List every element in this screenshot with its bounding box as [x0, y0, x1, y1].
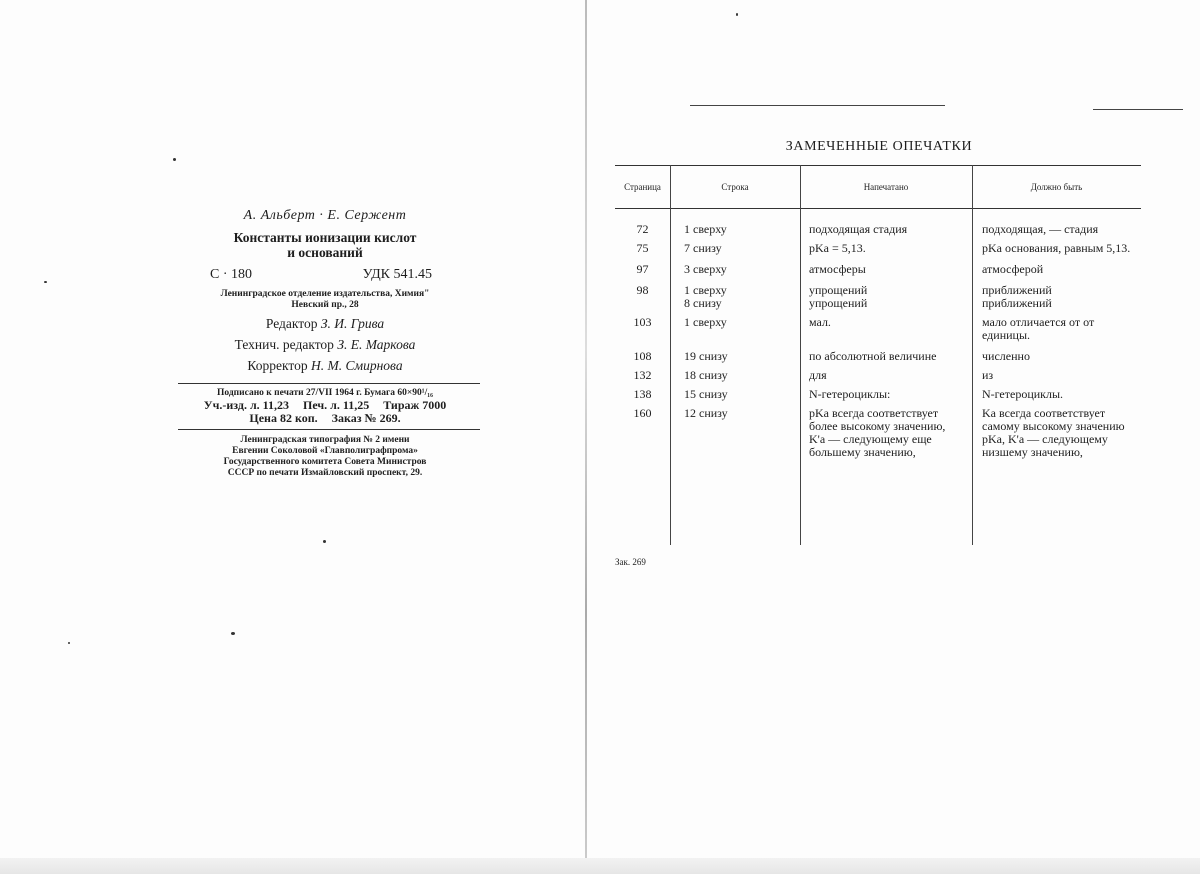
table-row: [615, 223, 1141, 236]
cell-line: 1 сверху: [684, 222, 727, 236]
typography-line: Ленинградская типография № 2 имени: [240, 435, 410, 445]
scan-speck: [68, 642, 70, 644]
typography-line: Евгении Соколовой «Главполиграфпрома»: [232, 446, 418, 456]
errata-title: ЗАМЕЧЕННЫЕ ОПЕЧАТКИ: [785, 139, 973, 154]
imprint-authors: А. Альберт · Е. Сержент: [243, 208, 407, 223]
publisher-address: Невский пр., 28: [291, 300, 359, 310]
cell-printed: по абсолютной величине: [809, 349, 937, 363]
corrector-role: Корректор: [247, 358, 308, 373]
scan-speck: [736, 13, 738, 16]
imprint-corrector: [170, 358, 480, 374]
print-price-order: [170, 412, 480, 425]
cell-line: 7 снизу: [684, 241, 722, 255]
cell-line: 19 снизу: [684, 349, 728, 363]
cell-page: 98: [636, 283, 649, 297]
typography-line: Государственного комитета Совета Министров: [223, 457, 427, 467]
header-correct: Должно быть: [1030, 182, 1083, 192]
cell-printed: мал.: [809, 315, 831, 329]
header-rule: [1093, 109, 1183, 110]
cell-line: 18 снизу: [684, 368, 728, 382]
cell-page: 103: [633, 315, 652, 329]
tech-editor-role: Технич. редактор: [234, 337, 334, 352]
cell-printed: атмосферы: [809, 262, 866, 276]
cell-printed: N-гетероциклы:: [809, 387, 891, 401]
imprint-print-info: [170, 387, 480, 425]
cell-page: 72: [636, 222, 649, 236]
header-line: Строка: [721, 182, 749, 192]
cell-printed: подходящая стадия: [809, 222, 908, 236]
order-footnote: Зак. 269: [615, 557, 646, 567]
cell-line: 1 сверху 8 снизу: [684, 283, 727, 310]
publisher-line: Ленинградское отделение издательства, Химия": [220, 289, 430, 299]
cell-page: 75: [636, 241, 649, 255]
header-printed: Напечатано: [863, 182, 909, 192]
print-signed: Подписано к печати 27/VII 1964 г. Бумага 60×90¹/₁₆: [217, 388, 433, 398]
cell-line: 12 снизу: [684, 406, 728, 420]
table-body: [615, 223, 1141, 459]
scan-speck: [44, 281, 47, 283]
print-sheets: [170, 399, 480, 412]
corrector-name: Н. М. Смирнова: [310, 358, 403, 373]
column-divider: [670, 165, 671, 545]
cell-page: 138: [633, 387, 652, 401]
print-uch: Уч.-изд. л. 11,23: [203, 398, 290, 412]
print-order: Заказ № 269.: [331, 411, 401, 425]
imprint-typography: [170, 435, 480, 479]
cell-page: 132: [633, 368, 652, 382]
scan-speck: [323, 540, 326, 543]
imprint-title: [170, 230, 480, 260]
book-gutter: [585, 0, 587, 874]
cell-printed: для: [809, 368, 827, 382]
cell-correct: мало отличается от от единицы.: [982, 315, 1095, 342]
cell-correct: численно: [982, 349, 1030, 363]
cell-printed: pKa = 5,13.: [809, 241, 866, 255]
column-divider: [972, 165, 973, 545]
header-rule: [690, 105, 945, 106]
scan-speck: [173, 158, 176, 161]
header-page: Страница: [624, 182, 661, 192]
imprint-editor: [170, 316, 480, 332]
imprint-divider: [178, 429, 480, 430]
imprint-divider: [178, 383, 480, 384]
cell-page: 97: [636, 262, 649, 276]
table-header-rule: [615, 208, 1141, 209]
table-row: [615, 369, 1141, 382]
cell-correct: атмосферой: [982, 262, 1044, 276]
imprint-udk: УДК 541.45: [362, 267, 432, 282]
cell-line: 3 сверху: [684, 262, 727, 276]
editor-name: З. И. Грива: [320, 316, 385, 331]
cell-page: 160: [633, 406, 652, 420]
table-row: [615, 407, 1141, 459]
imprint-codes: [170, 267, 480, 283]
scan-speck: [231, 632, 235, 635]
errata-table: [615, 165, 1141, 459]
cell-correct: приближений приближений: [982, 283, 1052, 310]
imprint-block: [170, 208, 480, 479]
column-divider: [800, 165, 801, 545]
cell-correct: N-гетероциклы.: [982, 387, 1064, 401]
cell-correct: подходящая, — стадия: [982, 222, 1099, 236]
cell-line: 15 снизу: [684, 387, 728, 401]
editor-role: Редактор: [265, 316, 318, 331]
table-row: [615, 350, 1141, 363]
table-row: [615, 284, 1141, 310]
table-header: [615, 166, 1141, 208]
cell-correct: pKa основания, равным 5,13.: [982, 241, 1131, 255]
imprint-code: С · 180: [210, 267, 252, 282]
scan-bottom-edge: [0, 858, 1200, 874]
tech-editor-name: З. Е. Маркова: [337, 337, 416, 352]
cell-printed: упрощений упрощений: [809, 283, 868, 310]
imprint-title-line: Константы ионизации кислот: [233, 230, 417, 245]
imprint-tech-editor: [170, 337, 480, 353]
cell-correct: Ka всегда соответствует самому высокому значению pKa, K'a — следующему низшему значению,: [982, 406, 1125, 459]
cell-page: 108: [633, 349, 652, 363]
print-pech: Печ. л. 11,25: [303, 398, 370, 412]
print-price: Цена 82 коп.: [249, 411, 318, 425]
table-row: [615, 316, 1141, 342]
table-row: [615, 388, 1141, 401]
table-row: [615, 242, 1141, 255]
table-row: [615, 263, 1141, 276]
typography-line: СССР по печати Измайловский проспект, 29.: [227, 468, 423, 478]
imprint-title-line: и оснований: [287, 245, 363, 260]
print-tirazh: Тираж 7000: [383, 398, 447, 412]
cell-line: 1 сверху: [684, 315, 727, 329]
cell-printed: pKa всегда соответствует более высокому значению, K'a — следующему еще большему значению,: [809, 406, 946, 459]
imprint-publisher: [170, 289, 480, 311]
cell-correct: из: [982, 368, 994, 382]
